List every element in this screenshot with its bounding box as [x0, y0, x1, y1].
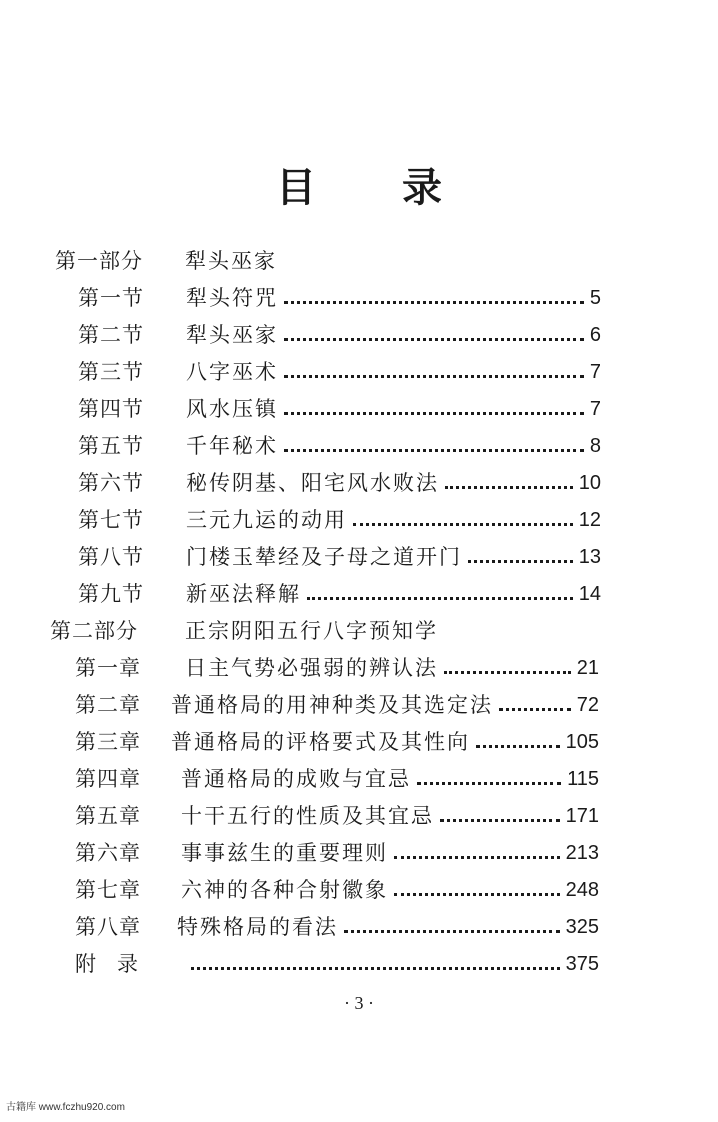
- entry-page: 7: [589, 398, 601, 420]
- dot-leader: [191, 967, 560, 970]
- toc-entry: [78, 280, 601, 317]
- dot-leader: [440, 819, 560, 822]
- toc-entry: [75, 872, 599, 909]
- dot-leader: [353, 523, 573, 526]
- toc-entry: [75, 835, 599, 872]
- entry-title: 六神的各种合射徽象: [181, 878, 388, 902]
- entry-title: 犁头符咒: [186, 286, 278, 310]
- entry-label: 第七章: [75, 878, 141, 902]
- entry-page: 171: [565, 805, 599, 827]
- entry-title: 普通格局的评格要式及其性向: [171, 730, 470, 754]
- entry-label: 第七节: [78, 508, 144, 532]
- part-label: 第一部分: [55, 249, 143, 273]
- part-heading: [50, 613, 570, 650]
- entry-label: 第三节: [78, 360, 144, 384]
- entry-label: 第六节: [78, 471, 144, 495]
- entry-page: 5: [589, 287, 601, 309]
- entry-page: 72: [576, 694, 599, 716]
- entry-page: 21: [576, 657, 599, 679]
- entry-title: 普通格局的成败与宜忌: [181, 767, 411, 791]
- dot-leader: [284, 412, 584, 415]
- entry-title: 十干五行的性质及其宜忌: [181, 804, 434, 828]
- part-title: 正宗阴阳五行八字预知学: [185, 619, 438, 643]
- entry-label: 第二节: [78, 323, 144, 347]
- toc-entry: [75, 650, 599, 687]
- entry-title: 八字巫术: [186, 360, 278, 384]
- entry-title: 千年秘术: [186, 434, 278, 458]
- entry-title: 三元九运的动用: [186, 508, 347, 532]
- dot-leader: [445, 486, 573, 489]
- entry-page: 325: [565, 916, 599, 938]
- toc-entry: [75, 724, 599, 761]
- dot-leader: [394, 893, 560, 896]
- page-number: · 3 ·: [344, 993, 374, 1013]
- entry-title: 事事兹生的重要理则: [181, 841, 388, 865]
- dot-leader: [284, 449, 584, 452]
- toc-entry: [78, 576, 601, 613]
- toc-entry: [78, 391, 601, 428]
- entry-title: 新巫法释解: [186, 582, 301, 606]
- entry-page: 248: [565, 879, 599, 901]
- toc-entry: [78, 354, 601, 391]
- entry-title: 普通格局的用神种类及其选定法: [171, 693, 493, 717]
- toc-entry: [78, 317, 601, 354]
- dot-leader: [468, 560, 573, 563]
- watermark: 古籍库 www.fczhu920.com: [6, 1102, 125, 1113]
- entry-label: 第三章: [75, 730, 141, 754]
- entry-page: 115: [567, 768, 599, 790]
- entry-label: 第五章: [75, 804, 141, 828]
- entry-label: 第四章: [75, 767, 141, 791]
- entry-label: 第一节: [78, 286, 144, 310]
- toc-entry: [78, 502, 601, 539]
- dot-leader: [444, 671, 571, 674]
- toc-entry-appendix: [75, 946, 599, 983]
- entry-page: 10: [578, 472, 601, 494]
- dot-leader: [476, 745, 560, 748]
- dot-leader: [344, 930, 560, 933]
- entry-title: 风水压镇: [186, 397, 278, 421]
- entry-page: 14: [578, 583, 601, 605]
- entry-label: 第四节: [78, 397, 144, 421]
- entry-label: 第一章: [75, 656, 141, 680]
- part-label: 第二部分: [50, 619, 138, 643]
- entry-title: 特殊格局的看法: [177, 915, 338, 939]
- entry-label: 第九节: [78, 582, 144, 606]
- entry-page: 105: [565, 731, 599, 753]
- entry-title: 犁头巫家: [186, 323, 278, 347]
- page-title: 目 录: [276, 164, 478, 211]
- dot-leader: [284, 338, 584, 341]
- entry-label: 第六章: [75, 841, 141, 865]
- dot-leader: [284, 375, 584, 378]
- appendix-page: 375: [565, 953, 599, 975]
- dot-leader: [284, 301, 584, 304]
- entry-title: 日主气势必强弱的辨认法: [185, 656, 438, 680]
- part-title: 犁头巫家: [185, 249, 277, 273]
- dot-leader: [499, 708, 571, 711]
- toc-entry: [75, 761, 599, 798]
- part-heading: [55, 243, 575, 280]
- toc-entry: [75, 687, 599, 724]
- entry-title: 门楼玉辇经及子母之道开门: [186, 545, 462, 569]
- appendix-label: 附 录: [75, 952, 138, 976]
- entry-label: 第八章: [75, 915, 141, 939]
- toc-entry: [75, 798, 599, 835]
- toc-entry: [78, 539, 601, 576]
- toc-entry: [75, 909, 599, 946]
- entry-label: 第八节: [78, 545, 144, 569]
- toc-entry: [78, 465, 601, 502]
- entry-title: 秘传阴基、阳宅风水败法: [186, 471, 439, 495]
- dot-leader: [394, 856, 560, 859]
- entry-page: 8: [589, 435, 601, 457]
- entry-page: 213: [565, 842, 599, 864]
- entry-page: 13: [578, 546, 601, 568]
- dot-leader: [307, 597, 573, 600]
- entry-label: 第五节: [78, 434, 144, 458]
- dot-leader: [417, 782, 561, 785]
- entry-page: 6: [589, 324, 601, 346]
- entry-label: 第二章: [75, 693, 141, 717]
- entry-page: 12: [578, 509, 601, 531]
- toc-entry: [78, 428, 601, 465]
- entry-page: 7: [589, 361, 601, 383]
